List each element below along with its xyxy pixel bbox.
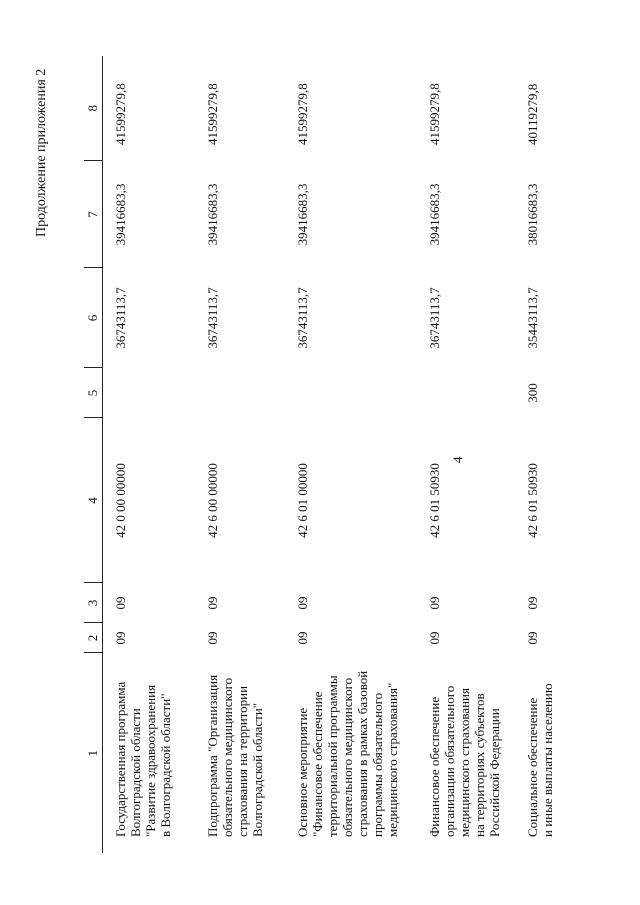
row-col3-cell: 09 <box>426 596 442 610</box>
row-col7-cell: 39416683,3 <box>294 183 310 246</box>
row-col2-cell: 09 <box>426 631 442 645</box>
header-row <box>84 56 103 853</box>
row-col6-cell: 36743113,7 <box>113 287 128 349</box>
continuation-caption: Продолжение приложения 2 <box>34 68 49 237</box>
header-cell: 7 <box>84 161 103 268</box>
table-row <box>417 56 515 853</box>
table-row <box>103 56 195 853</box>
row-col3-cell: 09 <box>294 596 310 610</box>
row-col2-cell: 09 <box>524 631 540 645</box>
row-col7-cell: 38016683,3 <box>524 183 540 246</box>
header-cell: 8 <box>84 56 103 161</box>
row-col5-cell <box>417 368 515 418</box>
page-number: 4 <box>450 456 465 463</box>
row-col3-cell: 09 <box>524 596 540 610</box>
row-name-cell: Основное мероприятие "Финансовое обеспечение территориальной программы обязательного медицинского страхования в рамках базовой программы обязательного медицинского страхования" <box>294 670 400 837</box>
row-col7-cell: 39416683,3 <box>113 183 128 246</box>
table-row <box>195 56 285 853</box>
row-name-cell: Социальное обеспечение и иные выплаты населению <box>524 683 555 837</box>
header-cell: 2 <box>84 623 103 653</box>
row-name-cell: Государственная программа Волгоградской области "Развитие здравоохранения в Волгоградской области" <box>113 681 173 837</box>
row-col8-cell: 41599279,8 <box>426 83 442 145</box>
row-col5-cell <box>195 368 285 418</box>
row-col2-cell: 09 <box>204 631 220 645</box>
row-name-cell: Финансовое обеспечение организации обязательного медицинского страхования на территориях субъектов Российской Федерации <box>426 685 502 837</box>
row-col4-cell: 42 6 00 00000 <box>204 463 220 538</box>
row-name-cell: Подпрограмма "Организация обязательного медицинского страхования на территории Волгоградской области" <box>204 674 265 837</box>
row-col3-cell: 09 <box>113 596 128 610</box>
header-cell: 3 <box>84 583 103 623</box>
header-cell: 1 <box>84 653 103 853</box>
row-col2-cell: 09 <box>113 631 128 645</box>
row-col8-cell: 40119279,8 <box>524 83 540 145</box>
row-col4-cell: 42 0 00 00000 <box>113 463 128 538</box>
table-row <box>285 56 417 853</box>
row-col6-cell: 36743113,7 <box>204 287 220 349</box>
row-col5-cell <box>285 368 417 418</box>
row-col2-cell: 09 <box>294 631 310 645</box>
row-col6-cell: 36743113,7 <box>426 287 442 349</box>
row-col4-cell: 42 6 01 50930 <box>524 463 540 538</box>
row-col8-cell: 41599279,8 <box>113 83 128 145</box>
row-col5-cell: 300 <box>524 383 540 403</box>
header-cell: 6 <box>84 268 103 368</box>
row-col4-cell: 42 6 01 00000 <box>294 463 310 538</box>
table-row <box>515 56 575 853</box>
row-col4-cell: 42 6 01 50930 <box>426 463 442 538</box>
row-col6-cell: 36743113,7 <box>294 287 310 349</box>
row-col8-cell: 41599279,8 <box>204 83 220 145</box>
row-col3-cell: 09 <box>204 596 220 610</box>
row-col5-cell <box>103 368 195 418</box>
header-cell: 5 <box>84 368 103 418</box>
row-col8-cell: 41599279,8 <box>294 83 310 145</box>
row-col7-cell: 39416683,3 <box>204 183 220 246</box>
row-col6-cell: 35443113,7 <box>524 287 540 349</box>
header-cell: 4 <box>84 418 103 583</box>
appendix-table <box>84 56 575 853</box>
row-col7-cell: 39416683,3 <box>426 183 442 246</box>
